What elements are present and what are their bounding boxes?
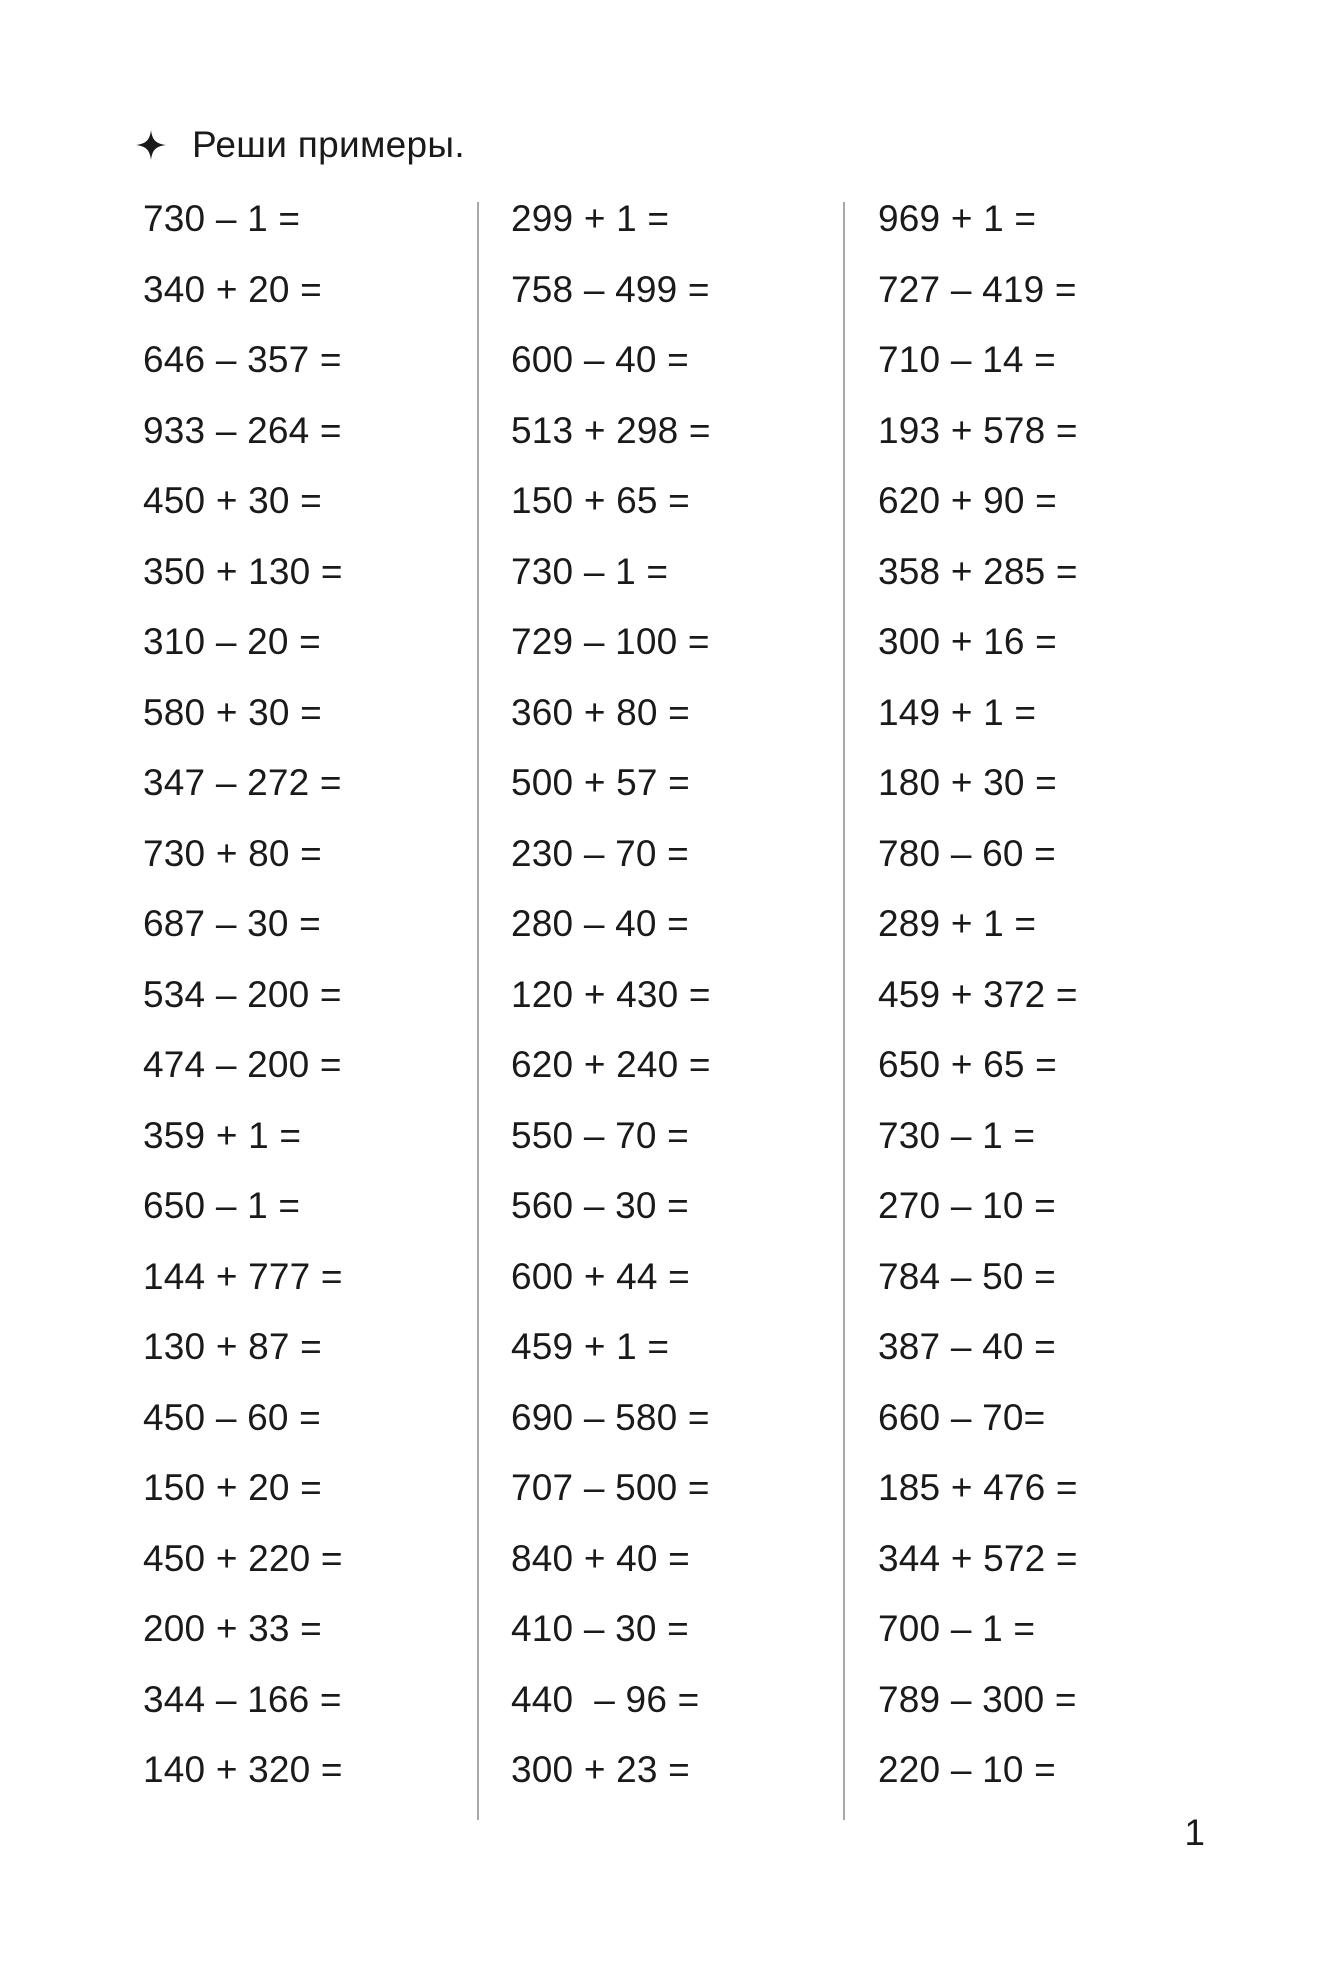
task-instruction: Реши примеры. [192, 124, 465, 165]
math-example: 299 + 1 = [511, 198, 670, 239]
math-example: 270 – 10 = [878, 1185, 1056, 1226]
math-example: 730 – 1 = [878, 1114, 1036, 1156]
math-example: 969 + 1 = [878, 198, 1037, 239]
math-example: 144 + 777 = [143, 1255, 343, 1297]
math-example: 730 – 1 = [143, 198, 301, 239]
math-example: 474 – 200 = [143, 1044, 342, 1085]
math-example: 727 – 419 = [878, 268, 1077, 310]
math-example: 450 – 60 = [143, 1396, 321, 1438]
math-example: 700 – 1 = [878, 1608, 1036, 1649]
math-example: 660 – 70= [878, 1396, 1046, 1438]
math-example: 149 + 1 = [878, 691, 1037, 733]
page-number: 1 [1184, 1812, 1205, 1853]
math-example: 340 + 20 = [143, 268, 322, 310]
math-example: 459 + 1 = [511, 1326, 670, 1367]
examples-column-1 [143, 184, 443, 1806]
column-divider [843, 202, 845, 1820]
math-example: 600 + 44 = [511, 1255, 690, 1297]
math-example: 230 – 70 = [511, 832, 689, 874]
column-divider [477, 202, 479, 1820]
math-example: 780 – 60 = [878, 832, 1056, 874]
math-example: 500 + 57 = [511, 762, 690, 803]
math-example: 513 + 298 = [511, 409, 711, 451]
math-example: 358 + 285 = [878, 550, 1078, 592]
math-example: 840 + 40 = [511, 1537, 690, 1579]
math-example: 560 – 30 = [511, 1185, 689, 1226]
math-example: 120 + 430 = [511, 973, 711, 1015]
math-example: 280 – 40 = [511, 903, 689, 944]
math-example: 350 + 130 = [143, 550, 343, 592]
math-example: 289 + 1 = [878, 903, 1037, 944]
math-example: 580 + 30 = [143, 691, 322, 733]
math-example: 789 – 300 = [878, 1678, 1077, 1720]
task-heading [136, 118, 465, 172]
math-example: 387 – 40 = [878, 1326, 1056, 1367]
math-example: 130 + 87 = [143, 1326, 322, 1367]
four-point-star-icon [136, 130, 166, 160]
math-example: 620 + 240 = [511, 1044, 711, 1085]
math-example: 344 + 572 = [878, 1537, 1078, 1579]
math-example: 730 – 1 = [511, 550, 669, 592]
math-example: 440 – 96 = [511, 1678, 700, 1720]
math-example: 730 + 80 = [143, 832, 322, 874]
math-example: 300 + 16 = [878, 621, 1057, 662]
math-example: 646 – 357 = [143, 339, 342, 380]
math-example: 310 – 20 = [143, 621, 321, 662]
math-example: 758 – 499 = [511, 268, 710, 310]
math-example: 220 – 10 = [878, 1749, 1056, 1790]
math-example: 344 – 166 = [143, 1678, 342, 1720]
math-example: 710 – 14 = [878, 339, 1056, 380]
math-example: 347 – 272 = [143, 762, 342, 803]
math-example: 410 – 30 = [511, 1608, 689, 1649]
math-example: 550 – 70 = [511, 1114, 689, 1156]
math-example: 784 – 50 = [878, 1255, 1056, 1297]
examples-column-2 [511, 184, 811, 1806]
math-example: 600 – 40 = [511, 339, 689, 380]
math-example: 620 + 90 = [878, 480, 1057, 521]
math-example: 534 – 200 = [143, 973, 342, 1015]
math-example: 359 + 1 = [143, 1114, 302, 1156]
math-example: 200 + 33 = [143, 1608, 322, 1649]
math-example: 687 – 30 = [143, 903, 321, 944]
math-example: 707 – 500 = [511, 1467, 710, 1508]
math-example: 140 + 320 = [143, 1749, 343, 1790]
math-example: 185 + 476 = [878, 1467, 1078, 1508]
math-example: 650 + 65 = [878, 1044, 1057, 1085]
math-example: 933 – 264 = [143, 409, 342, 451]
math-example: 459 + 372 = [878, 973, 1078, 1015]
examples-column-3 [878, 184, 1178, 1806]
math-example: 690 – 580 = [511, 1396, 710, 1438]
math-example: 360 + 80 = [511, 691, 690, 733]
math-example: 650 – 1 = [143, 1185, 301, 1226]
math-example: 300 + 23 = [511, 1749, 690, 1790]
math-example: 450 + 30 = [143, 480, 322, 521]
math-example: 450 + 220 = [143, 1537, 343, 1579]
math-example: 193 + 578 = [878, 409, 1078, 451]
math-example: 150 + 65 = [511, 480, 690, 521]
math-example: 729 – 100 = [511, 621, 710, 662]
math-example: 180 + 30 = [878, 762, 1057, 803]
math-example: 150 + 20 = [143, 1467, 322, 1508]
